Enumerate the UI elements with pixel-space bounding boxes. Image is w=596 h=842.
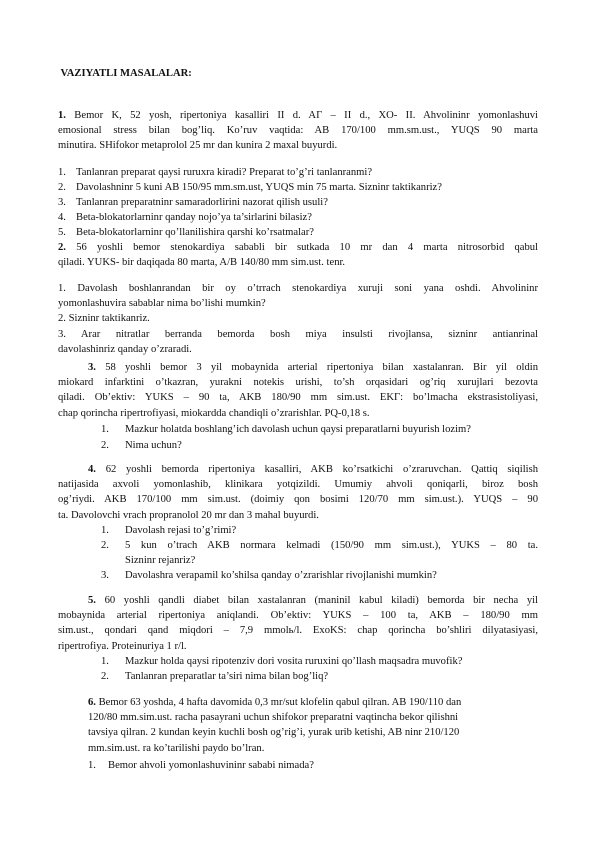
case-5-text	[58, 593, 538, 654]
case-5-number: 5.	[88, 595, 96, 606]
case-1-question: 4. Beta-blokatorlarninr qanday nojo’ya ta’sirlarini bilasiz?	[58, 212, 312, 223]
case-3-line: chap qorincha ripertrofiyasi, miokardda chandiqli o’zrarishlar. PQ-0,18 s.	[58, 407, 370, 419]
case-2-question: 2. Sizninr taktikanriz.	[58, 313, 150, 325]
case-4-question: Sizninr rejanriz?	[125, 555, 196, 566]
case-6-line: tavsiya qilran. 2 kundan keyin kuchli bosh og’rig’i, yurak urib ketishi, AB ninr 210/120	[88, 727, 460, 739]
case-1-line: 1. Bemor K, 52 yosh, ripertoniya kasalliri II d. AГ – II d., XO- II. Ahvolininr yomonlashuvi	[58, 110, 538, 121]
case-1-question: 5. Beta-blokatorlarninr qo’llanilishira qarshi ko’rsatmalar?	[58, 227, 314, 238]
case-3-line: qiladi. Ob’ektiv: YUKS – 90 ta, AKB 180/90 mm sim.ust. EKГ: bo’lmacha ekstrasistoliyasi,	[58, 392, 538, 404]
case-6-text	[88, 695, 538, 756]
case-4-question: 3. Davolashra verapamil ko’shilsa qanday o’zrarishlar rivojlanishi mumkin?	[101, 570, 437, 581]
case-2-question: davolashinriz qanday o’zraradi.	[58, 343, 192, 355]
case-1-question: 2. Davolashninr 5 kuni AB 150/95 mm.sm.ust, YUQS min 75 marta. Sizninr taktikanriz?	[58, 182, 442, 193]
case-3-line: 3. 58 yoshli bemor 3 yil mobaynida arterial ripertoniya bilan xastalanran. Bir yil oldin	[88, 362, 538, 373]
case-6-line: 120/80 mm.sim.ust. racha pasayrani uchun shifokor preparatni vaqtincha bekor qilishni	[88, 712, 459, 724]
case-6-line: 6. Bemor 63 yoshda, 4 hafta davomida 0,3 mr/sut klofelin qabul qilran. AB 190/110 dan	[88, 697, 462, 708]
case-5-question: 1. Mazkur holda qaysi ripotenziv dori vosita ruruxini qo’llash maqsadra muvofik?	[101, 656, 463, 667]
case-2-line: 2. 56 yoshli bemor stenokardiya sababli bir sutkada 10 mr dan 4 marta nitrosorbid qabul	[58, 242, 538, 253]
case-4-line: natijasida axvoli yomonlashib, klinikara yotqizildi. Umumiy ahvoli qoniqarli, biroz bosh	[58, 479, 538, 491]
case-5-line: mobaynida arterial ripertoniya aniqlandi. Ob’ektiv: YUKS – 100 ta, AKB – 180/90 mm	[58, 610, 538, 622]
case-4-text	[58, 462, 538, 523]
page-heading: VAZIYATLI MASALALAR:	[58, 68, 192, 79]
case-2-question: yomonlashuvira sabablar nima bo’lishi mumkin?	[58, 298, 266, 310]
case-1-line: emosional stress bilan bog’liq. Ko’ruv vaqtida: AB 170/100 mm.sm.ust., YUQS 90 marta	[58, 125, 538, 137]
case-5-question: 2. Tanlanran preparatlar ta’siri nima bilan bog’liq?	[101, 671, 329, 682]
case-3-text	[58, 360, 538, 421]
case-4-number: 4.	[88, 464, 96, 475]
case-1-question: 1. Tanlanran preparat qaysi ruruxra kiradi? Preparat to’g’ri tanlanranmi?	[58, 167, 373, 178]
case-6-number: 6.	[88, 697, 96, 708]
case-5-line: ripertrofiya. Proteinuriya 1 r/l.	[58, 640, 187, 652]
case-2-question: 3. Arar nitratlar berranda bemorda bosh miya insulsti rivojlansa, sizninr antianrinal	[58, 328, 538, 340]
case-2-line: qiladi. YUKS- bir daqiqada 80 marta, A/B 140/80 mm sim.ust. tenr.	[58, 257, 346, 269]
case-3-line: miokard infarktini o’tkazran, yurakni notekis urishi, to’sh orqasidari og’riq xurujlari bezovta	[58, 377, 538, 389]
case-6-question: 1. Bemor ahvoli yomonlashuvininr sababi nimada?	[88, 760, 314, 771]
case-1-text	[58, 108, 538, 154]
case-3-number: 3.	[88, 362, 96, 373]
case-4-line: og’riydi. AKB 170/100 mm sim.ust. (doimiy qon bosimi 120/70 mm sim.ust.). YUQS – 90	[58, 494, 538, 506]
case-1-number: 1.	[58, 110, 66, 121]
case-3-question: 2. Nima uchun?	[101, 440, 182, 451]
case-4-question: 1. Davolash rejasi to’g’rimi?	[101, 525, 237, 536]
case-1-line: minutira. SHifokor metaprolol 25 mr dan kunira 2 maxal buyurdi.	[58, 140, 338, 152]
case-4-line: ta. Davolovchi vrach propranolol 20 mr dan 3 mahal buyurdi.	[58, 509, 319, 521]
case-2-number: 2.	[58, 242, 66, 253]
case-3-question: 1. Mazkur holatda boshlang’ich davolash uchun qaysi preparatlarni buyurish lozim?	[101, 424, 471, 435]
case-2-text	[58, 240, 538, 270]
case-5-line: 5. 60 yoshli qandli diabet bilan xastalanran (maninil kabul kiladi) bemorda bir necha yil	[88, 595, 538, 606]
case-2-questions	[58, 281, 538, 357]
case-2-question: 1. Davolash boshlanrandan bir oy o’trrach stenokardiya xuruji soni yana oshdi. Ahvolininr	[58, 283, 538, 294]
case-4-line: 4. 62 yoshli bemorda ripertoniya kasalliri, AKB ko’rsatkichi o’zraruvchan. Qattiq siqilish	[88, 464, 539, 475]
case-5-line: sim.ust., qondari qand miqdori – 7,9 mmolь/l. ExoKS: chap qorincha bo’shliri dilyatasiyasi,	[58, 625, 538, 637]
case-4-question: 2. 5 kun o’trach AKB normara kelmadi (150/90 mm sim.ust.), YUKS – 80 ta.	[101, 540, 538, 551]
case-1-question: 3. Tanlanran preparatninr samaradorlirini nazorat qilish usuli?	[58, 197, 328, 208]
case-6-line: mm.sim.ust. ra ko’tarilishi paydo bo’lran.	[88, 742, 265, 754]
